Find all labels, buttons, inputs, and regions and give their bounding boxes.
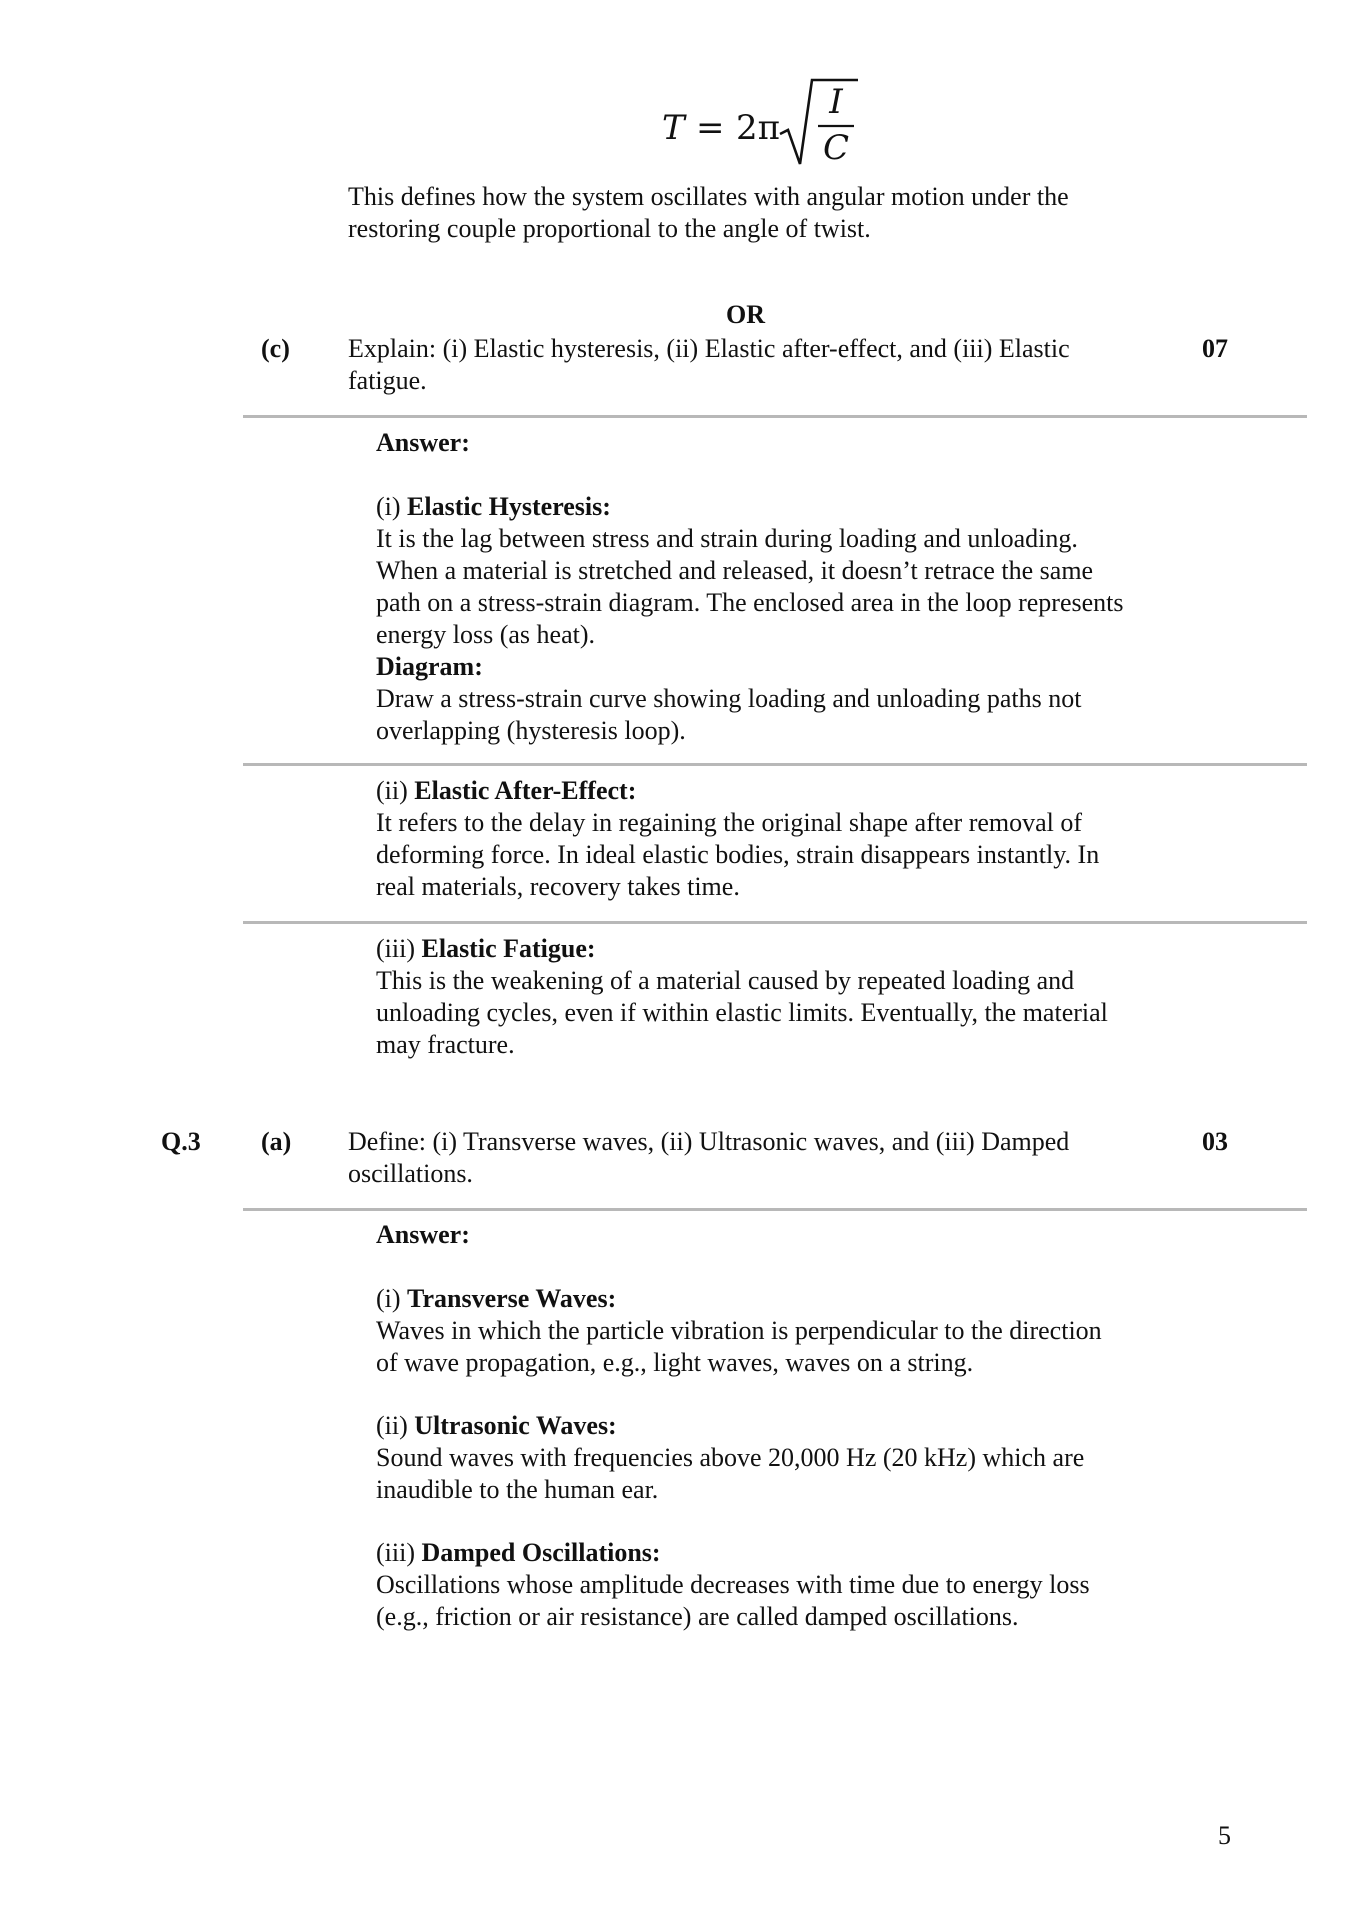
answer-line: Oscillations whose amplitude decreases with time due to energy loss xyxy=(376,1570,1090,1599)
answer-heading-ultrasonic xyxy=(376,1410,617,1442)
marks-label: 03 xyxy=(1202,1127,1228,1156)
formula-numerator: I xyxy=(829,82,843,122)
divider xyxy=(243,1208,1307,1211)
question-line-1: Explain: (i) Elastic hysteresis, (ii) Elastic after-effect, and (iii) Elastic xyxy=(348,334,1070,363)
answer-label: Answer: xyxy=(376,1220,470,1249)
heading-prefix: (i) xyxy=(376,492,408,521)
answer-line: inaudible to the human ear. xyxy=(376,1475,659,1504)
heading-prefix: (iii) xyxy=(376,1538,422,1567)
divider xyxy=(243,763,1307,766)
formula-description-line-1: This defines how the system oscillates with angular motion under the xyxy=(348,182,1069,211)
answer-line: Draw a stress-strain curve showing loading and unloading paths not xyxy=(376,684,1082,713)
answer-line: may fracture. xyxy=(376,1030,515,1059)
formula-description-line-2: restoring couple proportional to the angle of twist. xyxy=(348,214,871,243)
heading-title: Damped Oscillations: xyxy=(421,1538,661,1567)
answer-line: energy loss (as heat). xyxy=(376,620,596,649)
answer-line: unloading cycles, even if within elastic limits. Eventually, the material xyxy=(376,998,1108,1027)
answer-line: real materials, recovery takes time. xyxy=(376,872,740,901)
heading-prefix: (ii) xyxy=(376,776,415,805)
divider xyxy=(243,921,1307,924)
answer-heading-hysteresis xyxy=(376,491,611,523)
answer-line: deforming force. In ideal elastic bodies, strain disappears instantly. In xyxy=(376,840,1100,869)
answer-line: Sound waves with frequencies above 20,000 Hz (20 kHz) which are xyxy=(376,1443,1085,1472)
heading-title: Elastic Fatigue: xyxy=(421,934,596,963)
question-line-1: Define: (i) Transverse waves, (ii) Ultrasonic waves, and (iii) Damped xyxy=(348,1127,1070,1156)
marks-label: 07 xyxy=(1202,334,1228,363)
formula-equals: = xyxy=(696,108,725,148)
formula-coef: 2π xyxy=(736,108,780,148)
answer-line: Waves in which the particle vibration is perpendicular to the direction xyxy=(376,1316,1102,1345)
page-number: 5 xyxy=(1218,1821,1231,1850)
answer-line: path on a stress-strain diagram. The enclosed area in the loop represents xyxy=(376,588,1124,617)
answer-heading-damped xyxy=(376,1537,661,1569)
diagram-heading: Diagram: xyxy=(376,652,483,681)
heading-prefix: (i) xyxy=(376,1284,408,1313)
period-formula xyxy=(662,72,862,172)
heading-title: Ultrasonic Waves: xyxy=(414,1411,617,1440)
answer-label: Answer: xyxy=(376,428,470,457)
answer-line: This is the weakening of a material caused by repeated loading and xyxy=(376,966,1075,995)
formula-lhs: T xyxy=(662,108,685,148)
divider xyxy=(243,415,1307,418)
heading-prefix: (ii) xyxy=(376,1411,415,1440)
heading-title: Elastic Hysteresis: xyxy=(407,492,611,521)
heading-title: Elastic After-Effect: xyxy=(414,776,637,805)
part-label: (a) xyxy=(261,1127,292,1156)
answer-heading-after-effect xyxy=(376,775,636,807)
question-line-2: fatigue. xyxy=(348,366,427,395)
answer-line: It is the lag between stress and strain during loading and unloading. xyxy=(376,524,1078,553)
answer-line: (e.g., friction or air resistance) are called damped oscillations. xyxy=(376,1602,1019,1631)
answer-line: When a material is stretched and released, it doesn’t retrace the same xyxy=(376,556,1094,585)
question-number: Q.3 xyxy=(161,1127,201,1156)
question-line-2: oscillations. xyxy=(348,1159,473,1188)
answer-line: overlapping (hysteresis loop). xyxy=(376,716,686,745)
answer-line: of wave propagation, e.g., light waves, waves on a string. xyxy=(376,1348,974,1377)
answer-heading-transverse xyxy=(376,1283,616,1315)
part-label: (c) xyxy=(261,334,290,363)
or-separator: OR xyxy=(726,300,765,329)
formula-denominator: C xyxy=(822,128,849,168)
answer-line: It refers to the delay in regaining the original shape after removal of xyxy=(376,808,1083,837)
heading-prefix: (iii) xyxy=(376,934,422,963)
answer-heading-fatigue xyxy=(376,933,596,965)
heading-title: Transverse Waves: xyxy=(407,1284,617,1313)
